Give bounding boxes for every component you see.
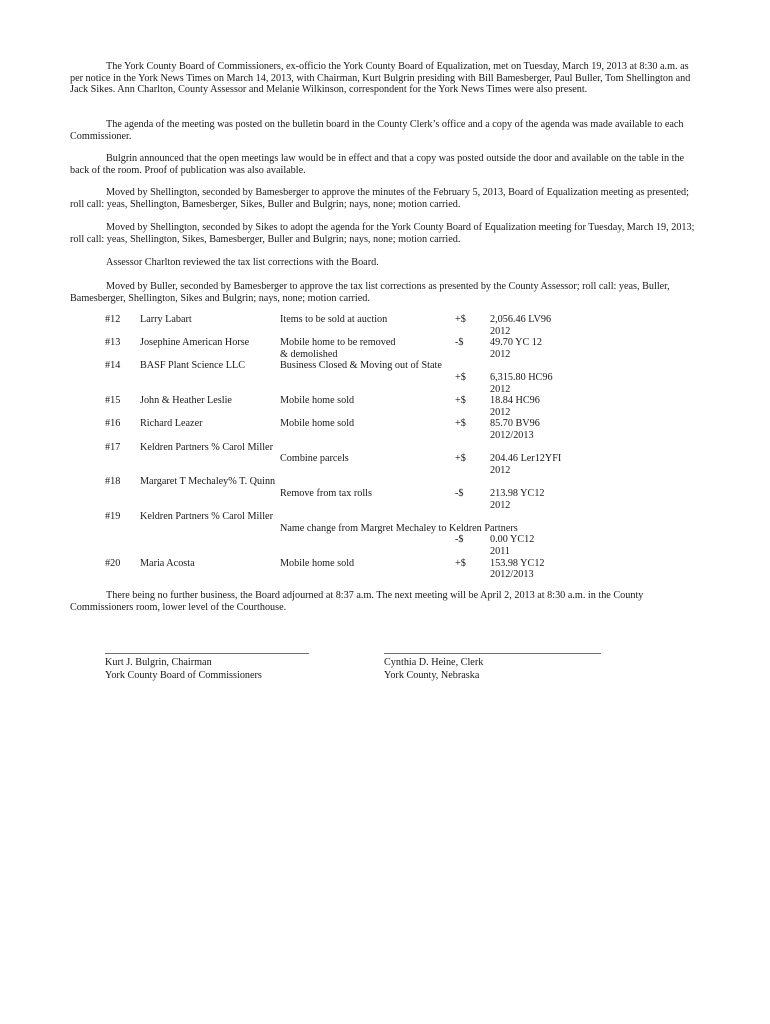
correction-entry (0, 314, 770, 337)
correction-entry (0, 558, 770, 581)
correction-line (0, 326, 770, 338)
entry-number: #14 (105, 360, 121, 372)
correction-description: Remove from tax rolls (280, 487, 372, 499)
amount-code: 2012 (490, 325, 511, 337)
correction-line (0, 349, 770, 361)
correction-line (0, 407, 770, 419)
taxpayer-name: Josephine American Horse (140, 337, 250, 349)
correction-line (0, 442, 770, 454)
chairman-signature-line (105, 653, 309, 654)
taxpayer-name: Maria Acosta (140, 557, 195, 569)
correction-entry (0, 511, 770, 557)
taxpayer-name: John & Heather Leslie (140, 395, 232, 407)
entry-number: #18 (105, 476, 121, 488)
amount-sign: -$ (455, 487, 464, 499)
correction-entry (0, 337, 770, 360)
chairman-name: Kurt J. Bulgrin, Chairman (105, 657, 212, 668)
amount-code: 213.98 YC12 (490, 487, 545, 499)
entry-number: #16 (105, 418, 121, 430)
correction-description: Mobile home sold (280, 557, 355, 569)
clerk-signature-block (384, 657, 483, 683)
correction-description: Mobile home to be removed (280, 337, 396, 349)
correction-line (0, 453, 770, 465)
correction-line (0, 465, 770, 477)
amount-code: 2012 (490, 499, 511, 511)
correction-entry (0, 442, 770, 477)
amount-code: 2,056.46 LV96 (490, 314, 552, 325)
entry-number: #13 (105, 337, 121, 349)
correction-description: Mobile home sold (280, 395, 355, 407)
correction-description: Mobile home sold (280, 418, 355, 430)
amount-code: 85.70 BV96 (490, 418, 540, 430)
amount-code: 2012/2013 (490, 429, 534, 441)
amount-code: 0.00 YC12 (490, 534, 535, 546)
correction-description: Combine parcels (280, 453, 349, 465)
amount-sign: +$ (455, 418, 466, 430)
clerk-organization: York County, Nebraska (384, 669, 480, 681)
amount-code: 204.46 Ler12YFI (490, 453, 562, 465)
taxpayer-name: Richard Leazer (140, 418, 203, 430)
chairman-organization: York County Board of Commissioners (105, 669, 262, 681)
amount-sign: +$ (455, 453, 466, 465)
clerk-signature-line (384, 653, 601, 654)
correction-description: Name change from Margret Mechaley to Keldren Partners (280, 522, 518, 534)
correction-description: Items to be sold at auction (280, 314, 388, 325)
correction-line (0, 511, 770, 523)
tax-corrections-list (0, 314, 770, 581)
amount-code: 49.70 YC 12 (490, 337, 542, 349)
correction-line (0, 430, 770, 442)
correction-line (0, 314, 770, 326)
amount-code: 2012 (490, 464, 511, 476)
correction-line (0, 372, 770, 384)
correction-line (0, 418, 770, 430)
amount-sign: +$ (455, 395, 466, 407)
correction-line (0, 546, 770, 558)
clerk-name: Cynthia D. Heine, Clerk (384, 657, 484, 668)
correction-line (0, 534, 770, 546)
entry-number: #19 (105, 511, 121, 523)
amount-code: 2011 (490, 545, 510, 557)
correction-line (0, 384, 770, 396)
correction-line (0, 558, 770, 570)
correction-entry (0, 418, 770, 441)
minutes-motion-paragraph: Moved by Shellington, seconded by Bamesberger to approve the minutes of the February 5, 2013, Board of Equalization meeting as presented; roll call: yeas, Shellington, Bamesberger, Sikes, Buller and Bulgrin; nays, none; motion carried. (70, 187, 689, 210)
open-meetings-paragraph: Bulgrin announced that the open meetings law would be in effect and that a copy was posted outside the door and available on the table in the back of the room. Proof of publication was also available. (70, 153, 685, 176)
correction-entry (0, 360, 770, 395)
amount-sign: +$ (455, 557, 466, 569)
amount-code: 2012 (490, 348, 511, 360)
amount-code: 2012/2013 (490, 569, 534, 581)
adjournment-paragraph: There being no further business, the Board adjourned at 8:37 a.m. The next meeting will be April 2, 2013 at 8:30 a.m. in the County Commissioners room, lower level of the Courthouse. (70, 590, 644, 613)
correction-line (0, 569, 770, 581)
entry-number: #12 (105, 314, 121, 325)
taxpayer-name: BASF Plant Science LLC (140, 360, 245, 372)
correction-line (0, 500, 770, 512)
correction-entry (0, 395, 770, 418)
taxpayer-name: Margaret T Mechaley% T. Quinn (140, 476, 276, 488)
entry-number: #17 (105, 441, 121, 453)
assessor-review-paragraph: Assessor Charlton reviewed the tax list corrections with the Board. (106, 257, 379, 268)
taxpayer-name: Keldren Partners % Carol Miller (140, 511, 273, 523)
meeting-paragraph: The York County Board of Commissioners, ex-officio the York County Board of Equalization, met on Tuesday, March 19, 2013 at 8:30 a.m. as per notice in the York News Times on March 14, 2013, with Chairman, Kurt Bulgrin presiding with Bill Bamesberger, Paul Buller, Tom Shellington and Jack Sikes. Ann Charlton, County Assessor and Melanie Wilkinson, correspondent for the York News Times were also present. (70, 61, 691, 96)
correction-line (0, 476, 770, 488)
entry-number: #20 (105, 557, 121, 569)
corrections-motion-paragraph: Moved by Buller, seconded by Bamesberger to approve the tax list corrections as presented by the County Assessor; roll call: yeas, Buller, Bamesberger, Shellington, Sikes and Bulgrin; nays, none; motion carried. (70, 281, 670, 304)
amount-sign: +$ (455, 371, 466, 383)
correction-description: Business Closed & Moving out of State (280, 360, 442, 372)
amount-code: 153.98 YC12 (490, 557, 545, 569)
correction-line (0, 523, 770, 535)
amount-code: 18.84 HC96 (490, 395, 540, 407)
amount-sign: -$ (455, 337, 464, 349)
taxpayer-name: Keldren Partners % Carol Miller (140, 441, 273, 453)
entry-number: #15 (105, 395, 121, 407)
amount-code: 2012 (490, 383, 511, 395)
chairman-signature-block (105, 657, 262, 683)
taxpayer-name: Larry Labart (140, 314, 192, 325)
agenda-motion-paragraph: Moved by Shellington, seconded by Sikes to adopt the agenda for the York County Board of Equalization meeting for Tuesday, March 19, 2013; roll call: yeas, Shellington, Sikes, Bamesberger, Buller and Bulgrin; nays, none; motion carried. (70, 222, 695, 245)
correction-line (0, 488, 770, 500)
amount-sign: +$ (455, 314, 466, 325)
correction-entry (0, 476, 770, 511)
correction-line (0, 337, 770, 349)
correction-description: & demolished (280, 348, 338, 360)
amount-code: 2012 (490, 406, 511, 418)
amount-sign: -$ (455, 534, 464, 546)
correction-line (0, 360, 770, 372)
amount-code: 6,315.80 HC96 (490, 371, 553, 383)
agenda-paragraph: The agenda of the meeting was posted on the bulletin board in the County Clerk’s office and a copy of the agenda was made available to each Commissioner. (70, 119, 684, 142)
correction-line (0, 395, 770, 407)
